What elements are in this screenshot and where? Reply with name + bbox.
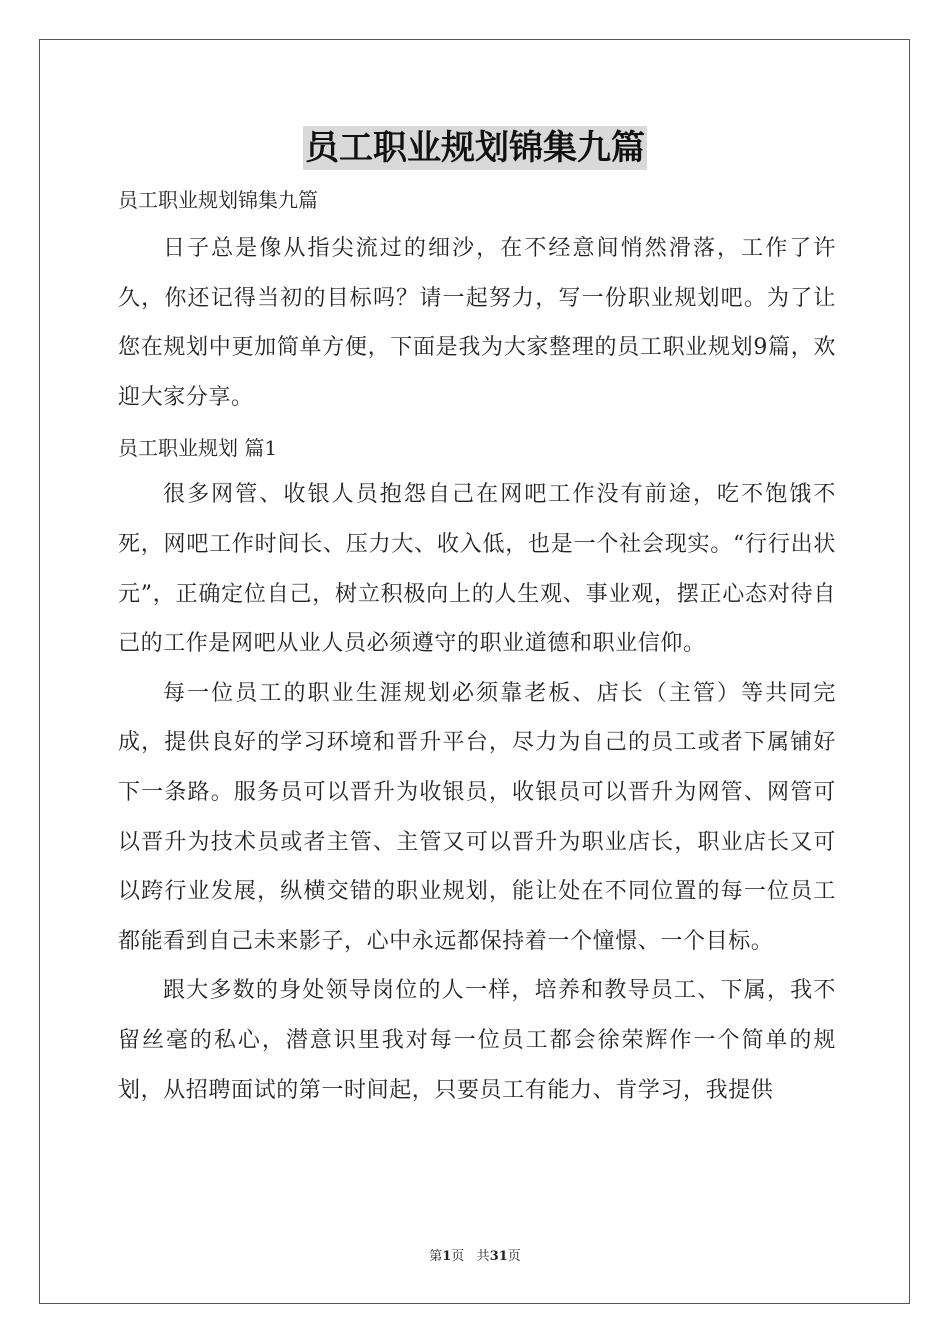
page-number: 1 <box>442 1249 452 1264</box>
body-paragraph: 很多网管、收银人员抱怨自己在网吧工作没有前途，吃不饱饿不死，网吧工作时间长、压力大、收入低，也是一个社会现实。“行行出状元”，正确定位自己，树立积极向上的人生观、事业观，摆正心态对待自己的工作是网吧从业人员必须遵守的职业道德和职业信仰。 <box>118 482 836 657</box>
page-suffix: 页 <box>451 1249 465 1264</box>
total-pages: 31 <box>489 1249 508 1264</box>
total-prefix: 共 <box>476 1249 490 1264</box>
title-area <box>0 126 950 170</box>
subtitle-line: 员工职业规划锦集九篇 <box>118 188 318 212</box>
total-suffix: 页 <box>507 1249 521 1264</box>
body-paragraph: 每一位员工的职业生涯规划必须靠老板、店长（主管）等共同完成，提供良好的学习环境和晋升平台，尽力为自己的员工或者下属铺好下一条路。服务员可以晋升为收银员，收银员可以晋升为网管、网管可以晋升为技术员或者主管、主管又可以晋升为职业店长，职业店长又可以跨行业发展，纵横交错的职业规划，能让处在不同位置的每一位员工都能看到自己未来影子，心中永远都保持着一个憧憬、一个目标。 <box>118 680 836 954</box>
body-paragraph: 跟大多数的身处领导岗位的人一样，培养和教导员工、下属，我不留丝毫的私心，潜意识里我对每一位员工都会徐荣辉作一个简单的规划，从招聘面试的第一时间起，只要员工有能力、肯学习，我提供 <box>118 978 836 1103</box>
section-heading: 员工职业规划 篇1 <box>118 436 278 461</box>
document-body <box>118 180 836 1115</box>
intro-paragraph: 日子总是像从指尖流过的细沙，在不经意间悄然滑落，工作了许久，你还记得当初的目标吗？请一起努力，写一份职业规划吧。为了让您在规划中更加简单方便，下面是我为大家整理的员工职业规划9篇，欢迎大家分享。 <box>118 236 836 410</box>
document-title: 员工职业规划锦集九篇 <box>305 128 645 168</box>
page-prefix: 第 <box>429 1249 443 1264</box>
page-footer <box>0 1248 950 1266</box>
